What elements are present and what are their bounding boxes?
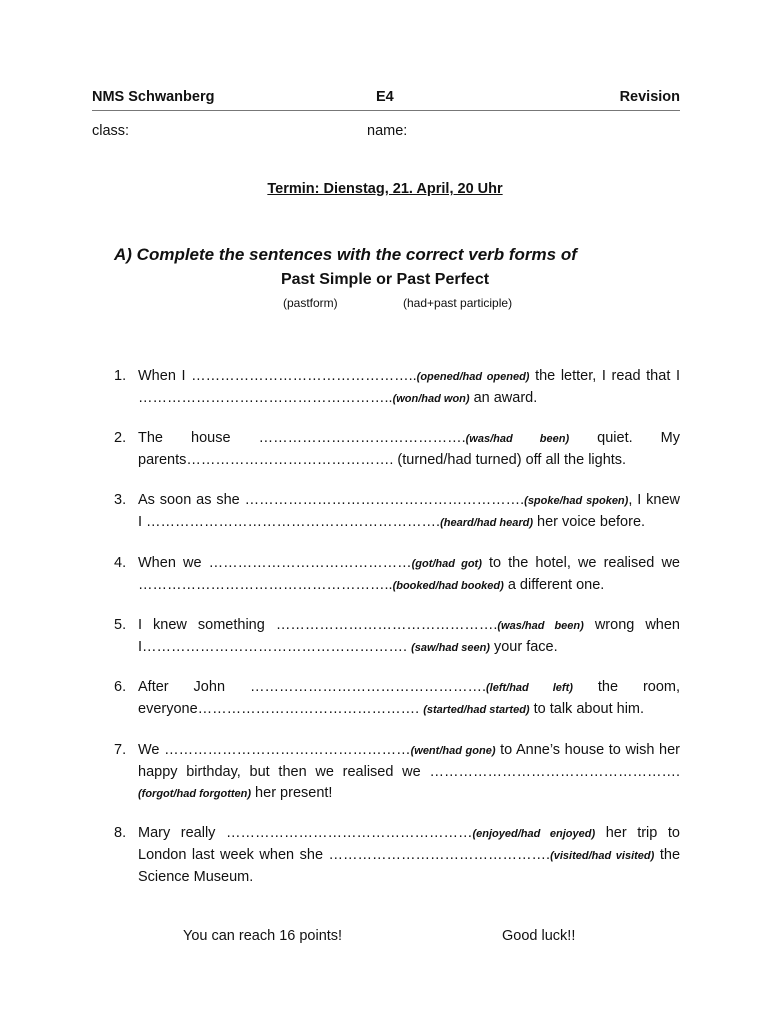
verb-options: (forgot/had forgotten) (138, 788, 252, 800)
question-text (138, 823, 680, 888)
good-luck-note: Good luck!! (502, 928, 576, 944)
sentence-fragment: the Science Museum. (138, 847, 681, 885)
sentence-fragment: When we …………………………………… (138, 555, 412, 571)
task-subheading: Past Simple or Past Perfect (280, 271, 490, 288)
sentence-fragment: her present! (251, 785, 333, 801)
question-text (138, 366, 680, 410)
question-item (114, 490, 680, 534)
verb-options: (spoke/had spoken) (524, 495, 629, 507)
question-text (138, 740, 680, 805)
verb-options: (went/had gone) (410, 745, 496, 757)
sentence-fragment: to the hotel, we realised we …………………………………………….. (138, 555, 680, 593)
points-note: You can reach 16 points! (183, 928, 343, 944)
document-header (92, 89, 680, 111)
question-number: 5. (114, 617, 127, 633)
sentence-fragment: Mary really …………………………………………… (138, 825, 473, 841)
sentence-fragment: an award. (469, 390, 538, 406)
question-item (114, 553, 680, 597)
sentence-fragment: her voice before. (533, 514, 646, 530)
hint-pastform: (pastform) (283, 296, 338, 310)
sentence-fragment: , I knew I ……………………………………………………. (138, 492, 681, 530)
class-code: E4 (376, 89, 394, 105)
task-heading: A) Complete the sentences with the correct verb forms of (114, 245, 577, 264)
sentence-fragment: We …………………………………………… (138, 742, 411, 758)
question-item (114, 428, 680, 471)
question-item (114, 740, 680, 805)
question-number: 8. (114, 825, 127, 841)
sentence-fragment: to talk about him. (529, 701, 645, 717)
question-item (114, 677, 680, 721)
school-name: NMS Schwanberg (92, 89, 215, 105)
sentence-fragment: the room, everyone………………………………………. (138, 679, 681, 717)
sentence-fragment: her trip to London last week when she ………………………………………. (138, 825, 680, 863)
question-number: 1. (114, 368, 127, 384)
verb-options: (got/had got) (411, 558, 482, 570)
verb-options: (left/had left) (485, 682, 573, 694)
question-number: 2. (114, 430, 127, 446)
question-text (138, 553, 680, 597)
question-item (114, 615, 680, 659)
document-title: Revision (619, 89, 680, 105)
sentence-fragment: As soon as she …………………………………………………. (138, 492, 525, 508)
sentence-fragment: When I ……………………………………….. (138, 368, 417, 384)
sentence-fragment: wrong when I………………………………………………. (138, 617, 680, 655)
verb-options: (was/had been) (497, 620, 584, 632)
question-text (138, 677, 680, 721)
question-number: 7. (114, 742, 127, 758)
class-label: class: (92, 123, 130, 139)
sentence-fragment: a different one. (503, 577, 605, 593)
verb-options: (won/had won) (392, 393, 470, 405)
verb-options: (booked/had booked) (392, 580, 504, 592)
question-number: 3. (114, 492, 127, 508)
name-label: name: (367, 123, 408, 139)
verb-options: (heard/had heard) (440, 517, 533, 529)
sentence-fragment: to Anne’s house to wish her happy birthday, but then we realised we ……………………………………………. (138, 742, 680, 780)
question-text (138, 428, 680, 471)
due-date: Termin: Dienstag, 21. April, 20 Uhr (267, 181, 503, 197)
question-item (114, 823, 680, 888)
question-number: 6. (114, 679, 127, 695)
verb-options: (opened/had opened) (416, 371, 530, 383)
sentence-fragment: the letter, I read that I …………………………………………….. (138, 368, 680, 406)
sentence-fragment: quiet. My parents……………………………………. (turned/had turned) off all the lights. (138, 430, 681, 468)
verb-options: (started/had started) (423, 704, 530, 716)
verb-options: (enjoyed/had enjoyed) (472, 828, 596, 840)
sentence-fragment: The house ……………………………………. (138, 430, 466, 446)
hint-past-participle: (had+past participle) (403, 296, 513, 310)
sentence-fragment: After John …………………………………………. (138, 679, 486, 695)
question-text (138, 615, 680, 659)
question-text (138, 490, 680, 534)
question-item (114, 366, 680, 410)
sentence-fragment: I knew something ………………………………………. (138, 617, 498, 633)
verb-options: (visited/had visited) (550, 850, 655, 862)
question-number: 4. (114, 555, 127, 571)
verb-options: (was/had been) (465, 433, 570, 445)
sentence-fragment: your face. (489, 639, 558, 655)
verb-options: (saw/had seen) (411, 642, 490, 654)
